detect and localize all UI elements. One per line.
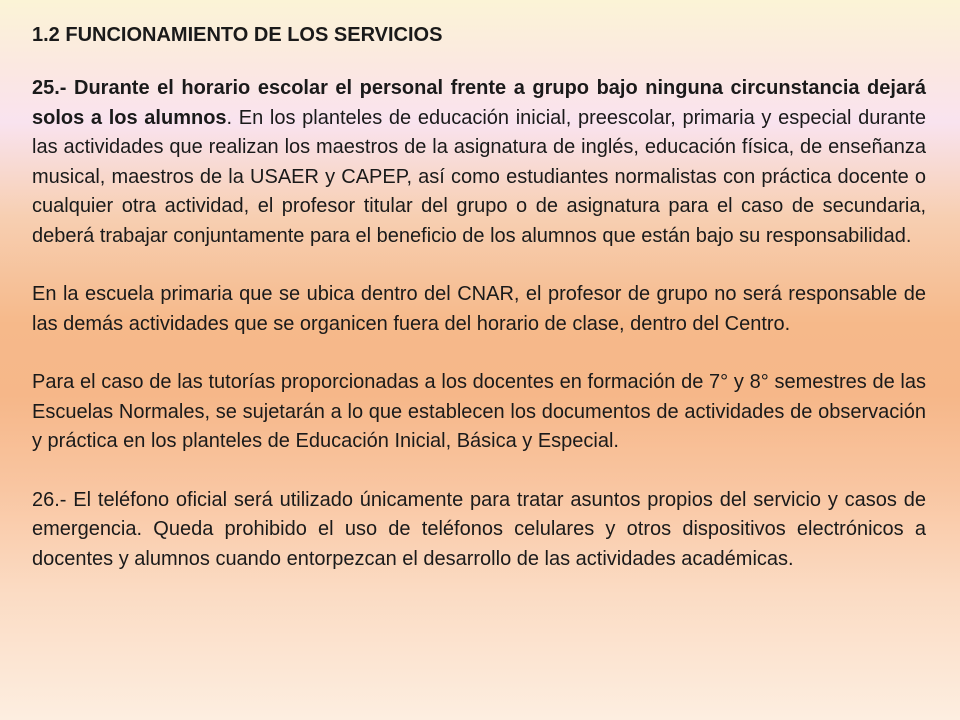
slide-content — [32, 22, 926, 603]
section-heading: 1.2 FUNCIONAMIENTO DE LOS SERVICIOS — [32, 24, 443, 46]
paragraph-tutorias: Para el caso de las tutorías proporcionadas a los docentes en formación de 7° y 8° semestres de las Escuelas Normales, se sujetarán a lo que establecen los documentos de actividades de observación y práctica en los planteles de Educación Inicial, Básica y Especial. — [32, 371, 926, 452]
paragraph-article-25 — [32, 74, 926, 251]
paragraph-article-25-bold: 25.- Durante el horario escolar el personal frente a grupo bajo ninguna circunstancia dejará solos a los alumnos — [32, 77, 926, 129]
paragraph-cnar: En la escuela primaria que se ubica dentro del CNAR, el profesor de grupo no será responsable de las demás actividades que se organicen fuera del horario de clase, dentro del Centro. — [32, 283, 926, 335]
paragraph-article-26: 26.- El teléfono oficial será utilizado únicamente para tratar asuntos propios del servicio y casos de emergencia. Queda prohibido el uso de teléfonos celulares y otros dispositivos electrónicos a docentes y alumnos cuando entorpezcan el desarrollo de las actividades académicas. — [32, 488, 926, 570]
paragraph-article-25-rest: . En los planteles de educación inicial, preescolar, primaria y especial durante las actividades que realizan los maestros de la asignatura de inglés, educación física, de enseñanza musical, maestros de la USAER y CAPEP, así como estudiantes normalistas con práctica docente o cualquier otra actividad, el profesor titular del grupo o de asignatura para el caso de secundaria, deberá trabajar conjuntamente para el beneficio de los alumnos que están bajo su responsabilidad. — [32, 106, 926, 247]
